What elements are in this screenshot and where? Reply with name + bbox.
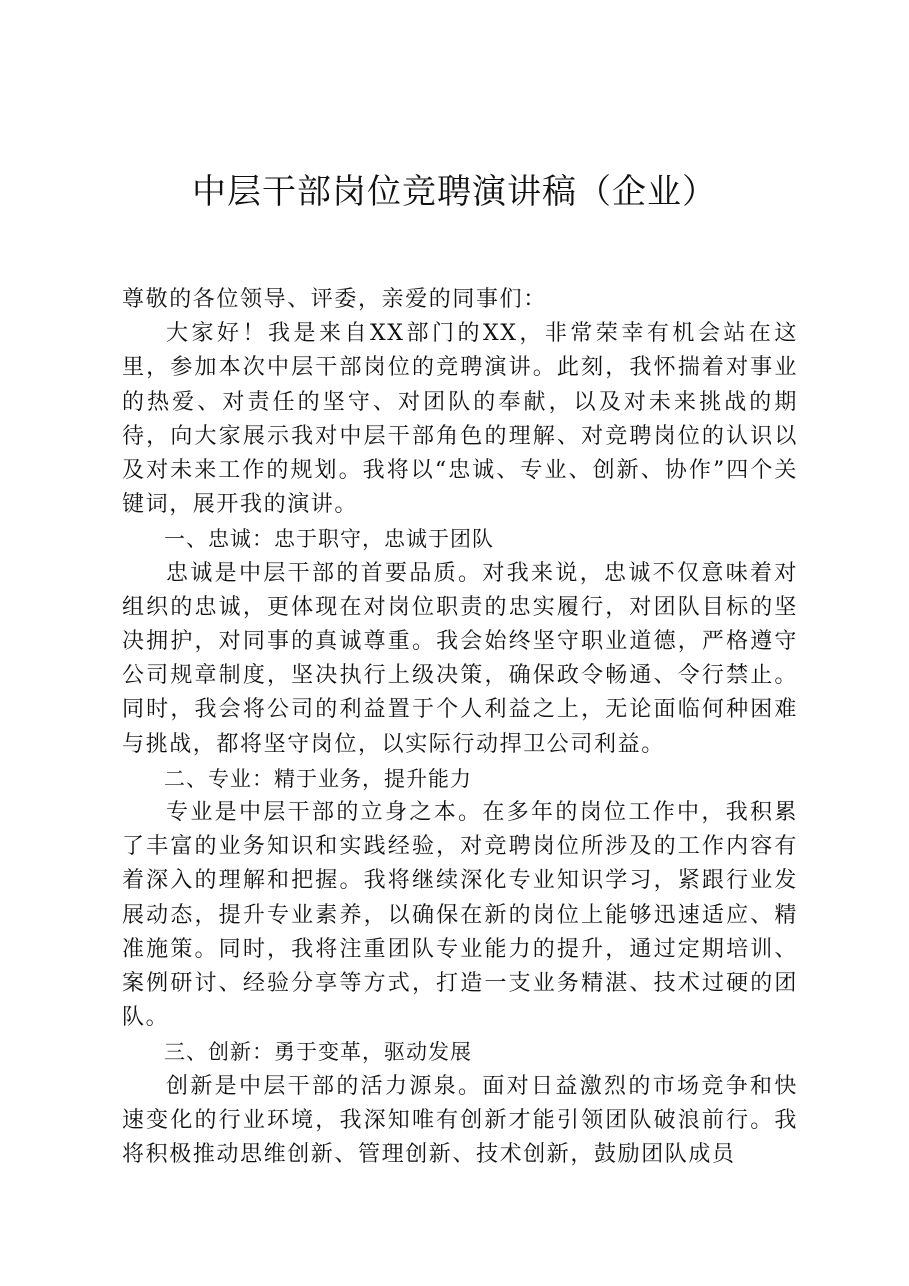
intro-paragraph: 大家好！我是来自XX部门的XX，非常荣幸有机会站在这里，参加本次中层干部岗位的竞聘演讲。此刻，我怀揣着对事业的热爱、对责任的坚守、对团队的奉献，以及对未来挑战的期待，向大家展示我对中层干部角色的理解、对竞聘岗位的认识以及对未来工作的规划。我将以“忠诚、专业、创新、协作”四个关键词，展开我的演讲。	[122, 321, 798, 518]
section-paragraph-loyalty: 忠诚是中层干部的首要品质。对我来说，忠诚不仅意味着对组织的忠诚，更体现在对岗位职责的忠实履行，对团队目标的坚决拥护，对同事的真诚尊重。我会始终坚守职业道德，严格遵守公司规章制度，坚决执行上级决策，确保政令畅通、令行禁止。同时，我会将公司的利益置于个人利益之上，无论面临何种困难与挑战，都将坚守岗位，以实际行动捍卫公司利益。	[122, 560, 798, 757]
section-heading-innovation: 三、创新：勇于变革，驱动发展	[164, 1040, 472, 1065]
salutation: 尊敬的各位领导、评委，亲爱的同事们：	[122, 287, 547, 312]
section-heading-loyalty: 一、忠诚：忠于职守，忠诚于团队	[164, 527, 494, 552]
section-heading-professional: 二、专业：精于业务，提升能力	[164, 766, 472, 791]
document-title: 中层干部岗位竞聘演讲稿（企业）	[192, 172, 717, 212]
document-body	[122, 283, 798, 1172]
section-paragraph-innovation: 创新是中层干部的活力源泉。面对日益激烈的市场竞争和快速变化的行业环境，我深知唯有创新才能引领团队破浪前行。我将积极推动思维创新、管理创新、技术创新，鼓励团队成员	[122, 1073, 798, 1168]
section-paragraph-professional: 专业是中层干部的立身之本。在多年的岗位工作中，我积累了丰富的业务知识和实践经验，对竞聘岗位所涉及的工作内容有着深入的理解和把握。我将继续深化专业知识学习，紧跟行业发展动态，提升专业素养，以确保在新的岗位上能够迅速适应、精准施策。同时，我将注重团队专业能力的提升，通过定期培训、案例研讨、经验分享等方式，打造一支业务精湛、技术过硬的团队。	[122, 800, 798, 1031]
